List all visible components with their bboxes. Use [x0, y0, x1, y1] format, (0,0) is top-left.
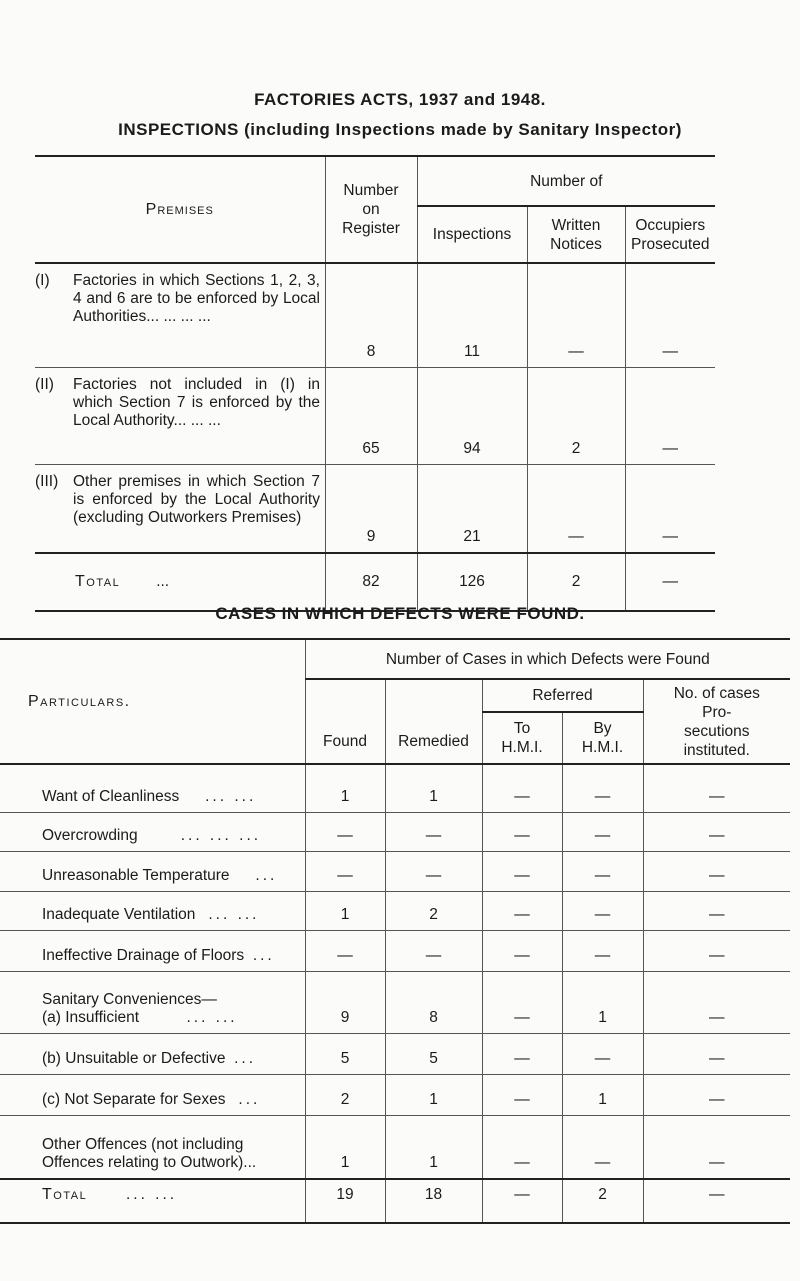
row-label — [35, 464, 325, 553]
written-notices-cell: 2 — [527, 367, 625, 464]
table-row — [0, 851, 790, 891]
register-header-line: Register — [342, 220, 400, 237]
row-label — [35, 263, 325, 367]
by-hmi-cell: — — [562, 930, 643, 971]
found-cell: 9 — [305, 971, 385, 1033]
by-hmi-cell: — — [562, 891, 643, 930]
row-dots: ... — [255, 866, 278, 884]
by-hmi-header — [562, 712, 643, 764]
inspections-cell: 11 — [417, 263, 527, 367]
inspections-total: 126 — [417, 553, 527, 611]
total-label-cell — [0, 1179, 305, 1223]
row-label — [0, 764, 305, 812]
table-row — [0, 971, 790, 1033]
by-hmi-header-line: H.M.I. — [581, 739, 624, 756]
register-cell: 9 — [325, 464, 417, 553]
prosecutions-header-line: secutions — [684, 722, 750, 740]
to-hmi-cell: — — [482, 971, 562, 1033]
total-row — [0, 1179, 790, 1223]
total-label: Total — [42, 1186, 88, 1203]
remedied-header: Remedied — [385, 679, 482, 764]
prosecutions-cell: — — [643, 971, 790, 1033]
inspections-table — [35, 155, 715, 612]
row-text: Offences relating to Outwork)... — [42, 1154, 257, 1171]
to-hmi-total: — — [482, 1179, 562, 1223]
by-hmi-cell: — — [562, 764, 643, 812]
remedied-cell: 1 — [385, 1074, 482, 1115]
row-text: (b) Unsuitable or Defective — [42, 1049, 226, 1067]
row-label — [35, 367, 325, 464]
row-label — [0, 971, 305, 1033]
written-header-line: Written — [551, 216, 601, 234]
table-row — [0, 1074, 790, 1115]
prosecutions-total: — — [643, 1179, 790, 1223]
prosecutions-cell: — — [643, 1033, 790, 1074]
to-hmi-cell: — — [482, 1074, 562, 1115]
row-text-line: Sanitary Conveniences— — [42, 990, 217, 1008]
table-row — [0, 764, 790, 812]
register-cell: 65 — [325, 367, 417, 464]
by-hmi-cell: 1 — [562, 971, 643, 1033]
by-hmi-header-line: By — [593, 720, 612, 737]
defects-table — [0, 638, 790, 1224]
remedied-cell: — — [385, 930, 482, 971]
by-hmi-cell: — — [562, 851, 643, 891]
table-row — [0, 891, 790, 930]
written-notices-cell: — — [527, 464, 625, 553]
register-header-line: on — [362, 201, 380, 218]
row-dots: ... ... ... — [180, 826, 262, 844]
by-hmi-cell: — — [562, 1115, 643, 1179]
found-cell: 1 — [305, 891, 385, 930]
row-label — [0, 812, 305, 851]
remedied-total: 18 — [385, 1179, 482, 1223]
remedied-cell: — — [385, 812, 482, 851]
prosecutions-header-line: Pro- — [702, 703, 732, 721]
document-title: FACTORIES ACTS, 1937 and 1948. — [254, 90, 546, 109]
total-label-cell — [35, 553, 325, 611]
prosecutions-header-line: instituted. — [683, 741, 750, 759]
row-dots: ... ... — [208, 905, 260, 923]
row-text: Ineffective Drainage of Floors — [42, 946, 245, 964]
remedied-cell: 1 — [385, 1115, 482, 1179]
remedied-cell: 5 — [385, 1033, 482, 1074]
found-total: 19 — [305, 1179, 385, 1223]
total-row — [35, 553, 715, 611]
occupiers-header-line: Occupiers — [635, 216, 706, 234]
table-row — [0, 1115, 790, 1179]
number-of-header: Number of — [417, 156, 715, 206]
written-notices-total: 2 — [527, 553, 625, 611]
total-label: Total — [75, 573, 121, 590]
row-dots: ... ... — [205, 787, 257, 805]
row-number: (III) — [35, 472, 59, 490]
number-on-register-header — [325, 156, 417, 263]
table-row — [0, 812, 790, 851]
written-header-line: Notices — [550, 235, 602, 253]
table-row — [35, 263, 715, 367]
document-subtitle: INSPECTIONS (including Inspections made by Sanitary Inspector) — [118, 120, 682, 139]
remedied-cell: 2 — [385, 891, 482, 930]
row-label — [0, 1033, 305, 1074]
row-dots: ... — [238, 1090, 261, 1108]
row-label — [0, 891, 305, 930]
prosecutions-cell: — — [643, 930, 790, 971]
row-label — [0, 851, 305, 891]
total-dots: ... ... — [125, 1186, 178, 1203]
prosecutions-cell: — — [643, 891, 790, 930]
prosecutions-cell: — — [643, 764, 790, 812]
found-cell: 1 — [305, 764, 385, 812]
inspections-cell: 21 — [417, 464, 527, 553]
found-cell: — — [305, 930, 385, 971]
register-header-line: Number — [343, 182, 399, 199]
prosecutions-cell: — — [643, 851, 790, 891]
register-total: 82 — [325, 553, 417, 611]
to-hmi-header-line: To — [513, 720, 531, 737]
defects-title: CASES IN WHICH DEFECTS WERE FOUND. — [215, 604, 585, 623]
inspections-cell: 94 — [417, 367, 527, 464]
occupiers-prosecuted-cell: — — [625, 367, 715, 464]
found-cell: 2 — [305, 1074, 385, 1115]
occupiers-header-line: Prosecuted — [631, 235, 710, 253]
row-label — [0, 1074, 305, 1115]
premises-header: Premises — [35, 156, 325, 263]
occupiers-prosecuted-header — [625, 206, 715, 263]
to-hmi-cell: — — [482, 930, 562, 971]
row-text: (c) Not Separate for Sexes — [42, 1090, 226, 1108]
remedied-cell: 1 — [385, 764, 482, 812]
row-text: Unreasonable Temperature — [42, 866, 230, 884]
inspections-header: Inspections — [417, 206, 527, 263]
remedied-cell: 8 — [385, 971, 482, 1033]
row-number: (I) — [35, 272, 50, 289]
prosecutions-cell: — — [643, 812, 790, 851]
prosecutions-cell: — — [643, 1074, 790, 1115]
register-cell: 8 — [325, 263, 417, 367]
particulars-header: Particulars. — [0, 639, 305, 764]
total-dots: ... — [156, 573, 170, 590]
to-hmi-cell: — — [482, 764, 562, 812]
by-hmi-cell: 1 — [562, 1074, 643, 1115]
prosecutions-cell: — — [643, 1115, 790, 1179]
to-hmi-cell: — — [482, 1033, 562, 1074]
row-label — [0, 1115, 305, 1179]
found-cell: — — [305, 851, 385, 891]
to-hmi-header-line: H.M.I. — [501, 739, 543, 756]
occupiers-prosecuted-cell: — — [625, 464, 715, 553]
row-dots: ... — [234, 1049, 257, 1067]
row-text: Other premises in which Section 7 is enforced by the Local Authority (excluding Outworkers Premises) — [73, 472, 320, 526]
to-hmi-cell: — — [482, 812, 562, 851]
occupiers-prosecuted-total: — — [625, 553, 715, 611]
by-hmi-cell: — — [562, 812, 643, 851]
prosecutions-header-line: No. of cases — [673, 684, 760, 702]
row-text: Overcrowding — [42, 826, 138, 844]
to-hmi-cell: — — [482, 891, 562, 930]
row-dots: ... ... — [186, 1008, 238, 1026]
remedied-cell: — — [385, 851, 482, 891]
table-row — [0, 1033, 790, 1074]
prosecutions-header — [643, 679, 790, 764]
found-cell: — — [305, 812, 385, 851]
found-cell: 5 — [305, 1033, 385, 1074]
row-text: (a) Insufficient — [42, 1008, 140, 1026]
found-cell: 1 — [305, 1115, 385, 1179]
written-notices-header — [527, 206, 625, 263]
row-text: Factories not included in (I) in which Section 7 is enforced by the Local Authority... ... ... — [73, 375, 320, 429]
to-hmi-cell: — — [482, 1115, 562, 1179]
referred-header: Referred — [482, 679, 643, 712]
table-row — [35, 367, 715, 464]
to-hmi-header — [482, 712, 562, 764]
row-text: Factories in which Sections 1, 2, 3, 4 and 6 are to be enforced by Local Authorities... ... ... ... — [73, 272, 320, 325]
row-label — [0, 930, 305, 971]
written-notices-cell: — — [527, 263, 625, 367]
occupiers-prosecuted-cell: — — [625, 263, 715, 367]
to-hmi-cell: — — [482, 851, 562, 891]
table-row — [35, 464, 715, 553]
table-row — [0, 930, 790, 971]
row-text-line: Other Offences (not including — [42, 1136, 244, 1153]
by-hmi-total: 2 — [562, 1179, 643, 1223]
by-hmi-cell: — — [562, 1033, 643, 1074]
row-text: Inadequate Ventilation — [42, 905, 196, 923]
row-number: (II) — [35, 375, 54, 393]
row-text: Want of Cleanliness — [42, 787, 180, 805]
number-of-cases-header: Number of Cases in which Defects were Found — [305, 639, 790, 679]
found-header: Found — [305, 679, 385, 764]
row-dots: ... — [252, 946, 275, 964]
